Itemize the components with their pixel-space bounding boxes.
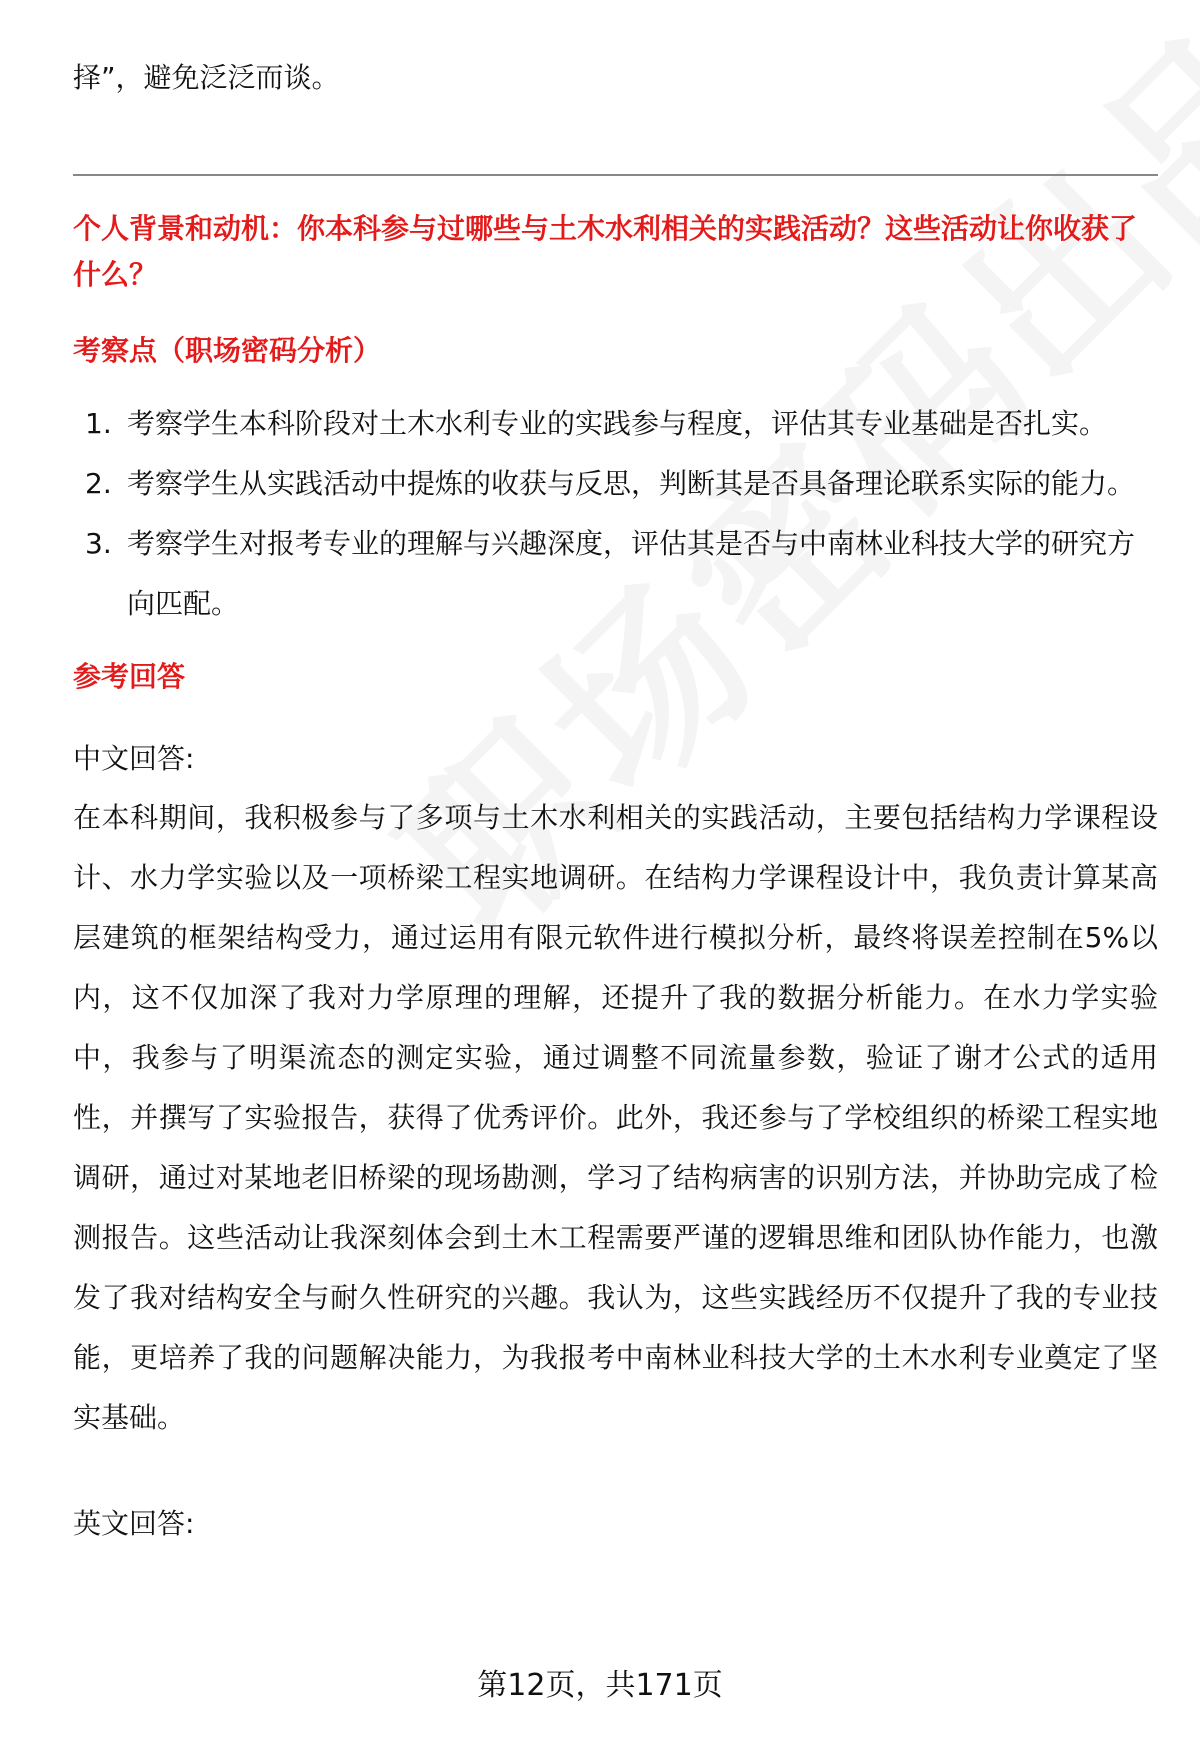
english-answer-label: 英文回答: [73, 1507, 195, 1540]
list-item-text: 考察学生本科阶段对土木水利专业的实践参与程度，评估其专业基础是否扎实。 [127, 407, 1108, 440]
list-item [73, 394, 1158, 454]
list-item-number: 1. [85, 407, 112, 440]
list-item-text: 考察学生从实践活动中提炼的收获与反思，判断其是否具备理论联系实际的能力。 [127, 467, 1136, 500]
list-item [73, 514, 1158, 634]
reference-answer-heading: 参考回答 [73, 660, 186, 693]
assessment-list [73, 394, 1158, 634]
page-number: 第12页，共171页 [477, 1668, 723, 1703]
list-item-text: 考察学生对报考专业的理解与兴趣深度，评估其是否与中南林业科技大学的研究方向匹配。 [127, 527, 1136, 620]
list-item-number: 2. [85, 467, 112, 500]
intro-line: 择”，避免泛泛而谈。 [73, 61, 340, 94]
page-content [73, 48, 1158, 1554]
assessment-heading: 考察点（职场密码分析） [73, 334, 382, 367]
section-divider [73, 174, 1158, 176]
question-heading: 个人背景和动机：你本科参与过哪些与土木水利相关的实践活动？这些活动让你收获了什么？ [73, 212, 1138, 291]
list-item-number: 3. [85, 527, 112, 560]
list-item [73, 454, 1158, 514]
chinese-answer-body: 在本科期间，我积极参与了多项与土木水利相关的实践活动，主要包括结构力学课程设计、水力学实验以及一项桥梁工程实地调研。在结构力学课程设计中，我负责计算某高层建筑的框架结构受力，通过运用有限元软件进行模拟分析，最终将误差控制在5%以内，这不仅加深了我对力学原理的理解，还提升了我的数据分析能力。在水力学实验中，我参与了明渠流态的测定实验，通过调整不同流量参数，验证了谢才公式的适用性，并撰写了实验报告，获得了优秀评价。此外，我还参与了学校组织的桥梁工程实地调研，通过对某地老旧桥梁的现场勘测，学习了结构病害的识别方法，并协助完成了检测报告。这些活动让我深刻体会到土木工程需要严谨的逻辑思维和团队协作能力，也激发了我对结构安全与耐久性研究的兴趣。我认为，这些实践经历不仅提升了我的专业技能，更培养了我的问题解决能力，为我报考中南林业科技大学的土木水利专业奠定了坚实基础。 [73, 801, 1158, 1434]
chinese-answer-label: 中文回答: [73, 742, 195, 775]
